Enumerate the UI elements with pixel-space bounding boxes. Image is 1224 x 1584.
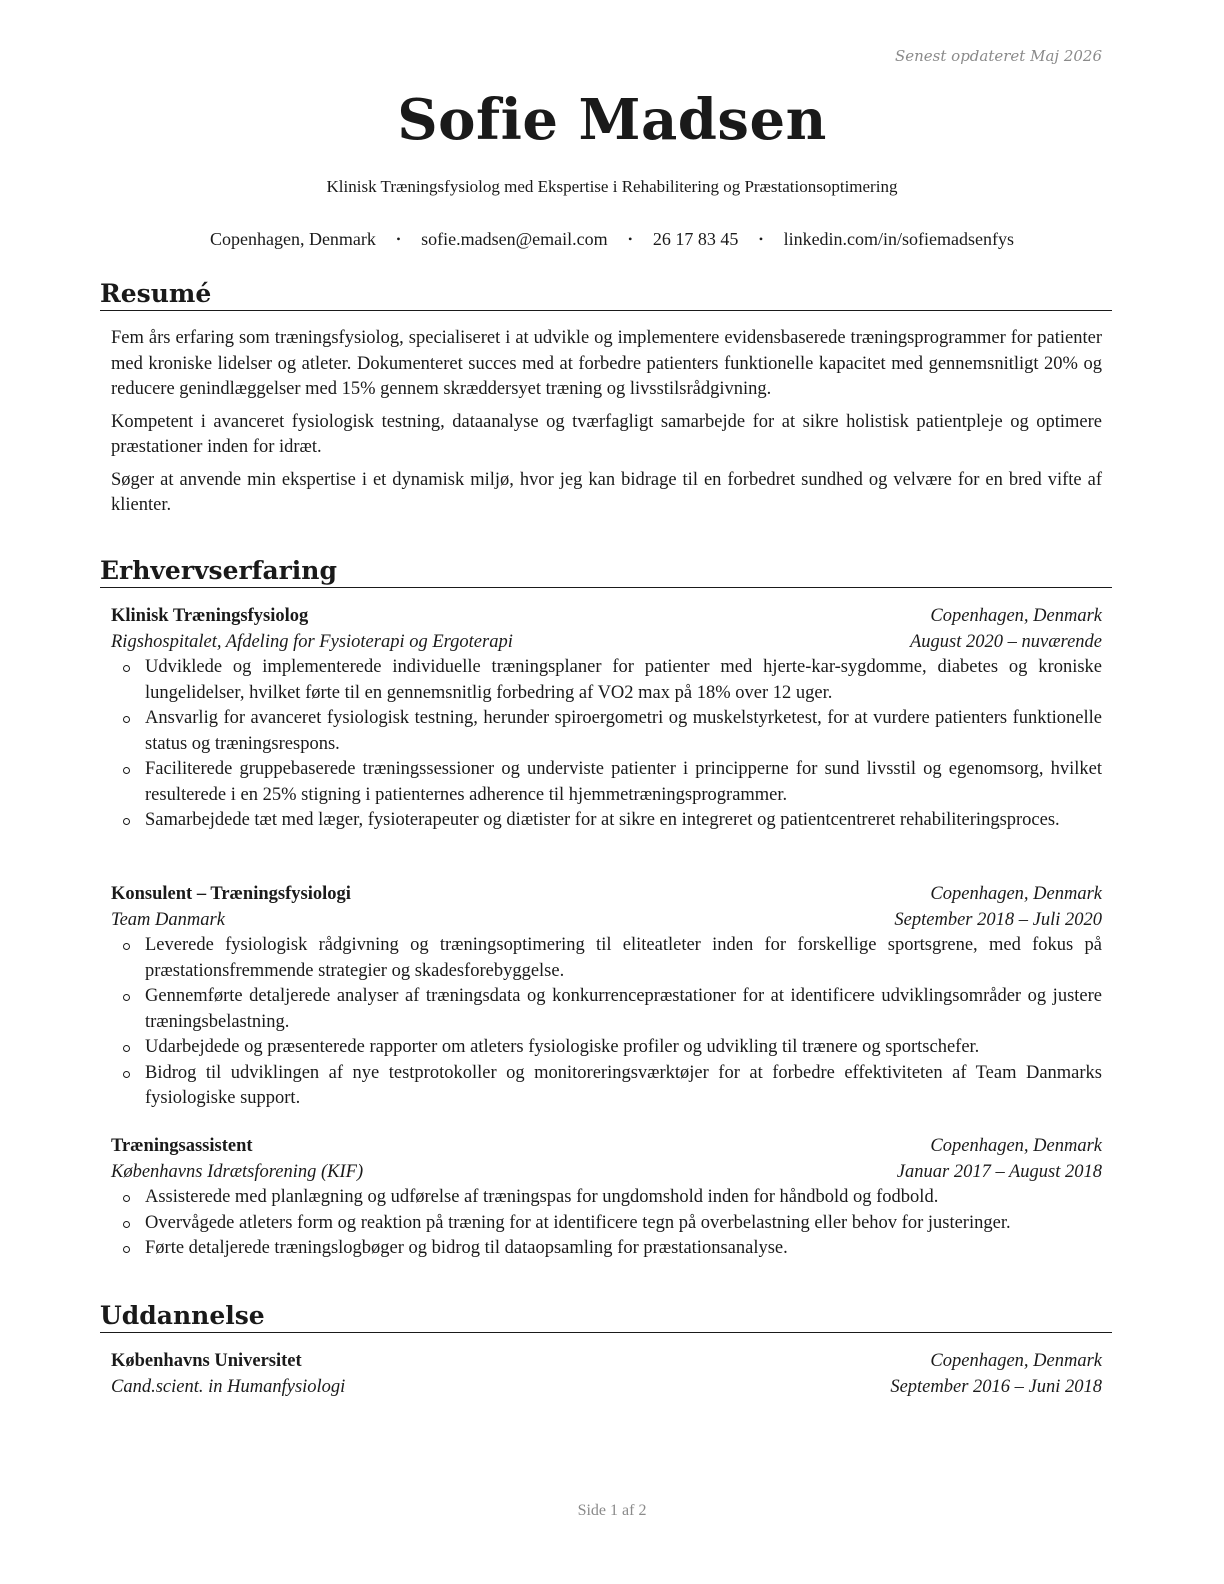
list-item: Leverede fysiologisk rådgivning og træningsoptimering til eliteatleter inden for forskellige sportsgrene, med fokus på præstationsfremmende strategier og skadesforebyggelse.	[111, 933, 1102, 984]
contact-email[interactable]: sofie.madsen@email.com	[421, 229, 608, 249]
list-item: Bidrog til udviklingen af nye testprotokoller og monitoreringsværktøjer for at forbedre effektiviteten af Team Danmarks fysiologiske support.	[111, 1061, 1102, 1112]
list-item: Gennemførte detaljerede analyser af træningsdata og konkurrencepræstationer for at identificere udviklingsområder og justere træningsbelastning.	[111, 984, 1102, 1035]
education-entry	[111, 1349, 1102, 1400]
job-organization: Københavns Idrætsforening (KIF)	[111, 1161, 364, 1182]
candidate-name: Sofie Madsen	[397, 87, 827, 153]
job-location: Copenhagen, Denmark	[930, 1136, 1102, 1156]
job-bullets	[111, 1185, 1102, 1262]
list-item: Ansvarlig for avanceret fysiologisk testning, herunder spiroergometri og muskelstyrketest, for at vurdere patienters funktionelle status og træningsrespons.	[111, 706, 1102, 757]
summary-paragraph: Fem års erfaring som træningsfysiolog, specialiseret i at udvikle og implementere evidensbaserede træningsprogrammer for patienter med kroniske lidelser og atleter. Dokumenteret succes med at forbedre patienters funktionelle kapacitet med gennemsnitligt 20% og reducere genindlæggelser med 15% gennem skræddersyet træning og livsstilsrådgivning.	[111, 328, 1102, 399]
contact-location: Copenhagen, Denmark	[209, 229, 376, 249]
summary-paragraph: Søger at anvende min ekspertise i et dynamisk miljø, hvor jeg kan bidrage til en forbedret sundhed og velvære for en bred vifte af klienter.	[111, 469, 1102, 515]
school-location: Copenhagen, Denmark	[930, 1351, 1102, 1371]
page-number: Side 1 af 2	[577, 1502, 647, 1519]
job-location: Copenhagen, Denmark	[930, 606, 1102, 626]
degree: Cand.scient. in Humanfysiologi	[111, 1376, 346, 1397]
list-item: Samarbejdede tæt med læger, fysioterapeuter og diætister for at sikre en integreret og patientcentreret rehabiliteringsproces.	[111, 808, 1102, 834]
job-organization: Rigshospitalet, Afdeling for Fysioterapi og Ergoterapi	[111, 631, 513, 652]
contact-line	[0, 229, 1224, 250]
contact-linkedin[interactable]: linkedin.com/in/sofiemadsenfys	[783, 229, 1015, 249]
list-item: Udviklede og implementerede individuelle træningsplaner for patienter med hjerte-kar-sygdomme, diabetes og kroniske lungelidelser, hvilket førte til en gennemsnitlig forbedring af VO2 max på 18% over 12 uger.	[111, 655, 1102, 706]
summary-paragraph: Kompetent i avanceret fysiologisk testning, dataanalyse og tværfagligt samarbejde for at sikre holistisk patientpleje og optimere præstationer inden for idræt.	[111, 411, 1102, 457]
contact-phone: 26 17 83 45	[652, 229, 739, 249]
job-title: Træningsassistent	[111, 1136, 253, 1156]
section-title-summary: Resumé	[100, 280, 1112, 311]
section-title-education: Uddannelse	[100, 1302, 1112, 1333]
list-item: Assisterede med planlægning og udførelse af træningspas for ungdomshold inden for håndbold og fodbold.	[111, 1185, 1102, 1211]
job-dates: August 2020 – nuværende	[909, 631, 1102, 652]
job-bullets	[111, 933, 1102, 1112]
job-title: Konsulent – Træningsfysiologi	[111, 884, 351, 904]
summary-section	[111, 326, 1102, 526]
bullet-separator: •	[758, 232, 764, 246]
list-item: Faciliterede gruppebaserede træningssessioner og underviste patienter i principperne for sund livsstil og egenomsorg, hvilket resulterede i en 25% stigning i patienternes adherence til hjemmetræningsprogrammer.	[111, 757, 1102, 808]
education-dates: September 2016 – Juni 2018	[890, 1376, 1102, 1397]
list-item: Førte detaljerede træningslogbøger og bidrog til dataopsamling for præstationsanalyse.	[111, 1236, 1102, 1262]
job-dates: September 2018 – Juli 2020	[894, 909, 1102, 930]
job-entry	[111, 882, 1102, 1112]
job-bullets	[111, 655, 1102, 834]
bullet-separator: •	[396, 232, 401, 246]
job-entry	[111, 604, 1102, 834]
last-updated: Senest opdateret Maj 2026	[894, 47, 1102, 65]
job-dates: Januar 2017 – August 2018	[896, 1161, 1102, 1182]
job-location: Copenhagen, Denmark	[930, 884, 1102, 904]
section-title-experience: Erhvervserfaring	[100, 557, 1112, 588]
list-item: Udarbejdede og præsenterede rapporter om atleters fysiologiske profiler og udvikling til trænere og sportschefer.	[111, 1035, 1102, 1061]
list-item: Overvågede atleters form og reaktion på træning for at identificere tegn på overbelastning eller behov for justeringer.	[111, 1211, 1102, 1237]
bullet-separator: •	[628, 232, 633, 246]
job-title: Klinisk Træningsfysiolog	[111, 606, 309, 626]
school-name: Københavns Universitet	[111, 1351, 302, 1371]
job-organization: Team Danmark	[111, 909, 225, 930]
job-entry	[111, 1134, 1102, 1262]
tagline: Klinisk Træningsfysiolog med Ekspertise i Rehabilitering og Præstationsoptimering	[326, 177, 898, 196]
